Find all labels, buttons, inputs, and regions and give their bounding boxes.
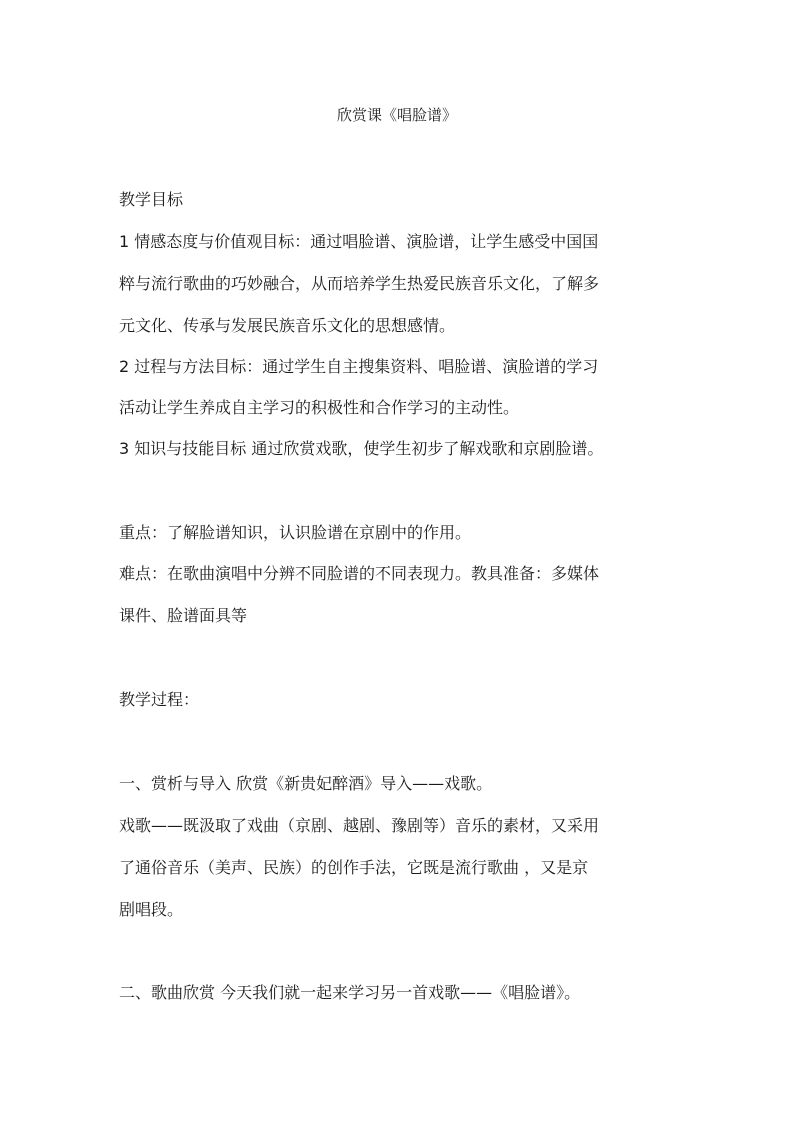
part1-line: 剧唱段。 <box>119 900 184 919</box>
objective-line: 2 过程与方法目标：通过学生自主搜集资料、唱脸谱、演脸谱的学习 <box>119 357 599 376</box>
process-heading: 教学过程： <box>119 690 200 709</box>
key-point-line: 难点：在歌曲演唱中分辨不同脸谱的不同表现力。教具准备：多媒体 <box>119 564 600 583</box>
key-point-line: 课件、脸谱面具等 <box>119 606 248 625</box>
objectives-heading: 教学目标 <box>119 190 184 209</box>
key-point-line: 重点：了解脸谱知识，认识脸谱在京剧中的作用。 <box>119 523 472 542</box>
part2-line: 二、歌曲欣赏 今天我们就一起来学习另一首戏歌——《唱脸谱》。 <box>119 983 581 1002</box>
part1-line: 一、赏析与导入 欣赏《新贵妃醉酒》导入——戏歌。 <box>119 774 493 793</box>
objective-line: 活动让学生养成自主学习的积极性和合作学习的主动性。 <box>119 398 520 417</box>
part1-line: 戏歌——既汲取了戏曲（京剧、越剧、豫剧等）音乐的素材，又采用 <box>119 816 600 835</box>
part1-line: 了通俗音乐（美声、民族）的创作手法，它既是流行歌曲 ，又是京 <box>119 858 589 877</box>
objective-line: 粹与流行歌曲的巧妙融合，从而培养学生热爱民族音乐文化，了解多 <box>119 274 600 293</box>
objective-line: 1 情感态度与价值观目标：通过唱脸谱、演脸谱，让学生感受中国国 <box>119 232 599 251</box>
objective-line: 3 知识与技能目标 通过欣赏戏歌，使学生初步了解戏歌和京剧脸谱。 <box>119 439 604 458</box>
objective-line: 元文化、传承与发展民族音乐文化的思想感情。 <box>119 316 456 335</box>
document-title: 欣赏课《唱脸谱》 <box>336 106 457 124</box>
